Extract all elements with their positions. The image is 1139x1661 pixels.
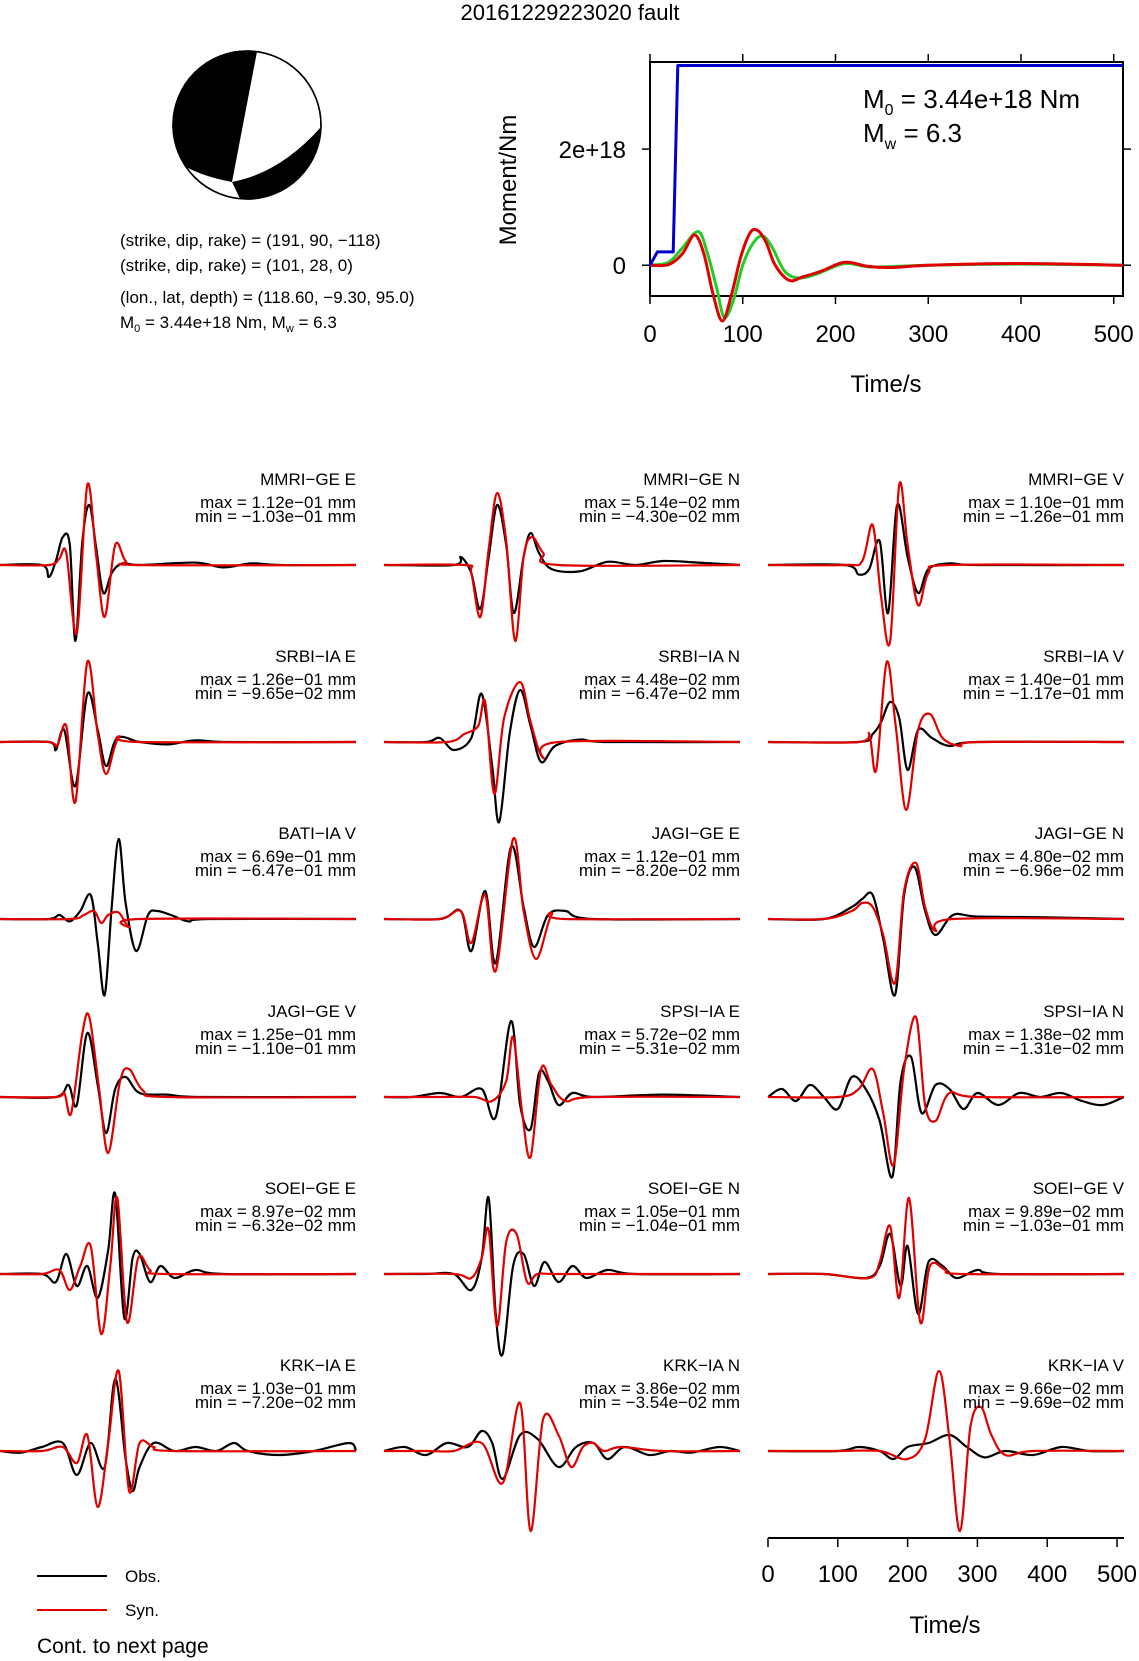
waveform-grid bbox=[0, 470, 1125, 1531]
synthetic-trace bbox=[0, 911, 356, 927]
observed-trace bbox=[384, 690, 740, 823]
waveform-panel bbox=[768, 1002, 1124, 1178]
station-label: SPSI−IA E bbox=[660, 1002, 740, 1021]
moment-x-tick-label: 300 bbox=[908, 321, 949, 348]
moment-x-tick-label: 500 bbox=[1093, 321, 1134, 348]
max-amplitude: max = 1.26e−01 mm bbox=[200, 670, 356, 689]
waveform-x-tick-label: 100 bbox=[817, 1561, 858, 1588]
max-amplitude: max = 1.25e−01 mm bbox=[200, 1025, 356, 1044]
max-amplitude: max = 1.03e−01 mm bbox=[200, 1379, 356, 1398]
min-amplitude: min = −7.20e−02 mm bbox=[194, 1393, 356, 1412]
waveform-panel bbox=[0, 824, 357, 996]
min-amplitude: min = −1.31e−02 mm bbox=[962, 1039, 1124, 1058]
waveform-panel bbox=[768, 1179, 1125, 1323]
waveform-panel bbox=[384, 1002, 740, 1158]
station-label: SOEI−GE V bbox=[1032, 1179, 1124, 1198]
waveform-panel bbox=[768, 1356, 1125, 1531]
legend-syn-label: Syn. bbox=[125, 1601, 160, 1620]
station-label: JAGI−GE E bbox=[651, 824, 740, 843]
min-amplitude: min = −9.65e−02 mm bbox=[194, 684, 356, 703]
waveform-panel bbox=[0, 647, 356, 803]
max-amplitude: max = 9.89e−02 mm bbox=[968, 1202, 1124, 1221]
station-label: MMRI−GE V bbox=[1028, 470, 1124, 489]
max-amplitude: max = 1.10e−01 mm bbox=[968, 493, 1124, 512]
station-label: SRBI−IA V bbox=[1043, 647, 1124, 666]
waveform-panel bbox=[384, 1356, 740, 1531]
station-label: SRBI−IA N bbox=[658, 647, 740, 666]
waveform-panel bbox=[384, 647, 740, 822]
min-amplitude: min = −6.47e−01 mm bbox=[194, 861, 356, 880]
max-amplitude: max = 4.80e−02 mm bbox=[968, 847, 1124, 866]
waveform-panel bbox=[0, 1356, 356, 1507]
moment-y-tick-label: 2e+18 bbox=[558, 137, 626, 165]
station-label: KRK−IA N bbox=[662, 1356, 740, 1375]
observed-trace bbox=[768, 867, 1124, 996]
nodal-plane-2: (strike, dip, rake) = (101, 28, 0) bbox=[120, 256, 353, 275]
station-label: JAGI−GE V bbox=[267, 1002, 356, 1021]
moment-series-2 bbox=[650, 231, 1123, 317]
min-amplitude: min = −3.54e−02 mm bbox=[578, 1393, 740, 1412]
moment-x-tick-label: 100 bbox=[722, 321, 763, 348]
waveform-x-tick-label: 300 bbox=[957, 1561, 998, 1588]
figure-title: 20161229223020 fault bbox=[460, 0, 680, 25]
station-label: MMRI−GE E bbox=[260, 470, 356, 489]
max-amplitude: max = 5.14e−02 mm bbox=[584, 493, 740, 512]
waveform-panel bbox=[768, 470, 1125, 646]
station-label: SOEI−GE N bbox=[647, 1179, 740, 1198]
min-amplitude: min = −6.47e−02 mm bbox=[578, 684, 740, 703]
moment-annotation-m0: $M_0 = 3.44e+18$ Nm bbox=[863, 84, 1081, 119]
moment-annotation-mw: $M_w = 6.3$ bbox=[863, 118, 963, 153]
max-amplitude: max = 5.72e−02 mm bbox=[584, 1025, 740, 1044]
moment-rate-plot bbox=[495, 54, 1134, 398]
observed-trace bbox=[384, 1431, 740, 1479]
max-amplitude: max = 1.12e−01 mm bbox=[200, 493, 356, 512]
legend-obs-label: Obs. bbox=[125, 1567, 161, 1586]
moment-y-label: Moment/Nm bbox=[495, 114, 522, 246]
min-amplitude: min = −1.26e−01 mm bbox=[962, 507, 1124, 526]
hypocenter-location: (lon., lat, depth) = (118.60, −9.30, 95.0) bbox=[120, 288, 415, 307]
observed-trace bbox=[768, 702, 1124, 770]
max-amplitude: max = 1.40e−01 mm bbox=[968, 670, 1124, 689]
min-amplitude: min = −1.04e−01 mm bbox=[578, 1216, 740, 1235]
max-amplitude: max = 8.97e−02 mm bbox=[200, 1202, 356, 1221]
moment-y-axis bbox=[559, 137, 1131, 280]
max-amplitude: max = 4.48e−02 mm bbox=[584, 670, 740, 689]
max-amplitude: max = 1.38e−02 mm bbox=[968, 1025, 1124, 1044]
max-amplitude: max = 9.66e−02 mm bbox=[968, 1379, 1124, 1398]
station-label: SPSI−IA N bbox=[1043, 1002, 1124, 1021]
waveform-x-tick-label: 200 bbox=[887, 1561, 928, 1588]
min-amplitude: min = −8.20e−02 mm bbox=[578, 861, 740, 880]
station-label: MMRI−GE N bbox=[643, 470, 740, 489]
nodal-plane-1: (strike, dip, rake) = (191, 90, −118) bbox=[120, 231, 381, 250]
observed-trace bbox=[768, 1056, 1124, 1178]
max-amplitude: max = 1.12e−01 mm bbox=[584, 847, 740, 866]
waveform-panel bbox=[0, 1002, 357, 1153]
min-amplitude: min = −1.03e−01 mm bbox=[962, 1216, 1124, 1235]
waveform-panel bbox=[768, 647, 1125, 810]
moment-x-tick-label: 0 bbox=[643, 321, 657, 348]
waveform-panel bbox=[384, 824, 740, 972]
moment-x-label: Time/s bbox=[850, 371, 922, 398]
legend bbox=[37, 1567, 161, 1620]
synthetic-trace bbox=[384, 1228, 740, 1326]
moment-x-tick-label: 200 bbox=[815, 321, 856, 348]
station-label: JAGI−GE N bbox=[1034, 824, 1124, 843]
moment-magnitude-summary: $M_0 = 3.44e+18$ Nm, $M_w = 6.3$ bbox=[120, 313, 337, 335]
waveform-x-tick-label: 400 bbox=[1027, 1561, 1068, 1588]
observed-trace bbox=[0, 692, 356, 786]
waveform-panel bbox=[384, 1179, 740, 1356]
moment-x-tick-label: 400 bbox=[1000, 321, 1042, 348]
station-label: BATI−IA V bbox=[278, 824, 356, 843]
min-amplitude: min = −5.31e−02 mm bbox=[578, 1039, 740, 1058]
min-amplitude: min = −4.30e−02 mm bbox=[578, 507, 740, 526]
station-label: KRK−IA V bbox=[1047, 1356, 1124, 1375]
min-amplitude: min = −6.32e−02 mm bbox=[194, 1216, 356, 1235]
max-amplitude: max = 3.86e−02 mm bbox=[584, 1379, 740, 1398]
waveform-panel bbox=[384, 470, 740, 641]
waveform-panel bbox=[0, 470, 356, 641]
continuation-note: Cont. to next page bbox=[37, 1635, 209, 1658]
station-label: KRK−IA E bbox=[279, 1356, 356, 1375]
waveform-x-tick-label: 0 bbox=[761, 1561, 775, 1588]
waveform-panel bbox=[768, 824, 1124, 996]
min-amplitude: min = −6.96e−02 mm bbox=[962, 861, 1124, 880]
max-amplitude: max = 1.05e−01 mm bbox=[584, 1202, 740, 1221]
focal-mechanism-beachball bbox=[173, 51, 321, 199]
waveform-x-label: Time/s bbox=[909, 1612, 981, 1639]
station-label: SOEI−GE E bbox=[264, 1179, 356, 1198]
moment-y-tick-label: 0 bbox=[612, 253, 626, 281]
min-amplitude: min = −1.03e−01 mm bbox=[194, 507, 356, 526]
waveform-panel bbox=[0, 1179, 356, 1334]
waveform-x-tick-label: 500 bbox=[1096, 1561, 1138, 1588]
min-amplitude: min = −1.17e−01 mm bbox=[962, 684, 1124, 703]
min-amplitude: min = −9.69e−02 mm bbox=[962, 1393, 1124, 1412]
waveform-time-axis bbox=[761, 1538, 1137, 1588]
observed-trace bbox=[768, 1435, 1124, 1459]
min-amplitude: min = −1.10e−01 mm bbox=[194, 1039, 356, 1058]
station-label: SRBI−IA E bbox=[275, 647, 356, 666]
max-amplitude: max = 6.69e−01 mm bbox=[200, 847, 356, 866]
